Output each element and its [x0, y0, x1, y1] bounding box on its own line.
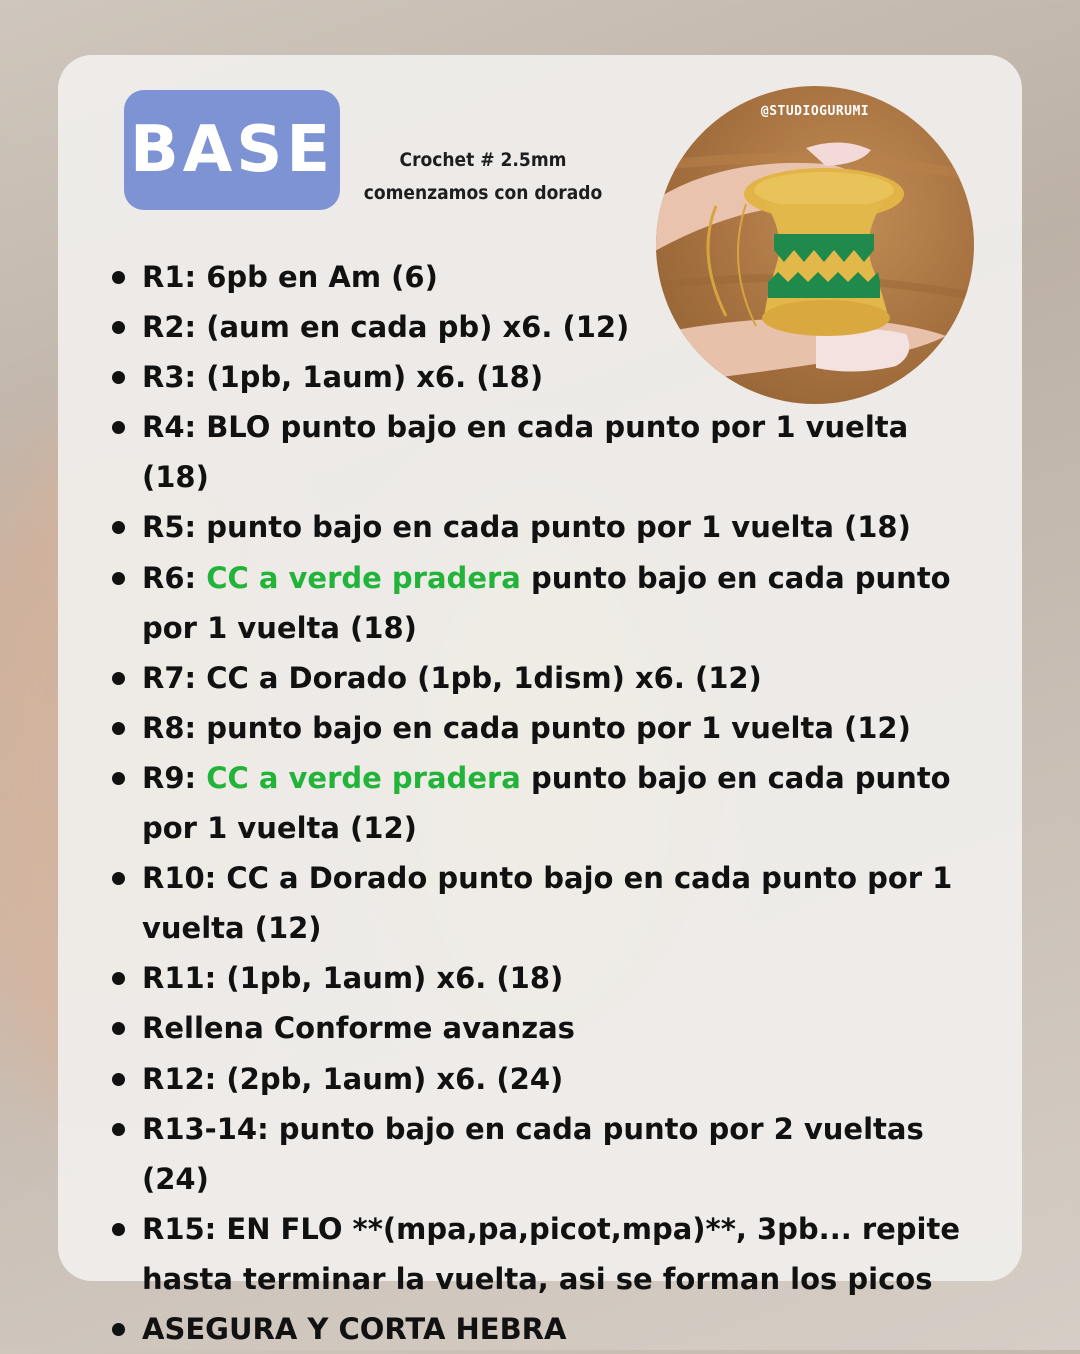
color-change-highlight: CC a verde pradera	[206, 760, 521, 795]
bullet-icon	[112, 1022, 125, 1035]
list-item: R5: punto bajo en cada punto por 1 vuelta (18)	[112, 502, 962, 552]
bullet-icon	[112, 421, 125, 434]
list-item: R1: 6pb en Am (6)	[112, 252, 962, 302]
bullet-icon	[112, 672, 125, 685]
bullet-icon	[112, 572, 125, 585]
list-item: R12: (2pb, 1aum) x6. (24)	[112, 1054, 962, 1104]
bullet-icon	[112, 1123, 125, 1136]
list-item: ASEGURA Y CORTA HEBRA	[112, 1304, 962, 1354]
list-item: R11: (1pb, 1aum) x6. (18)	[112, 953, 962, 1003]
hook-size: Crochet # 2.5mm	[399, 149, 567, 171]
list-item: R15: EN FLO **(mpa,pa,picot,mpa)**, 3pb... repite hasta terminar la vuelta, asi se forman los picos	[112, 1204, 962, 1304]
bullet-icon	[112, 321, 125, 334]
list-item: R4: BLO punto bajo en cada punto por 1 vuelta (18)	[112, 402, 962, 502]
bullet-icon	[112, 521, 125, 534]
list-item: R8: punto bajo en cada punto por 1 vuelta (12)	[112, 703, 962, 753]
bullet-icon	[112, 1223, 125, 1236]
hook-info	[350, 144, 616, 210]
list-item: R3: (1pb, 1aum) x6. (18)	[112, 352, 962, 402]
author-handle: @STUDIOGURUMI	[760, 104, 870, 119]
section-title: BASE	[129, 113, 335, 187]
color-change-highlight: CC a verde pradera	[206, 560, 521, 595]
list-item: R2: (aum en cada pb) x6. (12)	[112, 302, 962, 352]
start-color-note: comenzamos con dorado	[363, 182, 603, 204]
bullet-icon	[112, 722, 125, 735]
bullet-icon	[112, 371, 125, 384]
bullet-icon	[112, 972, 125, 985]
bullet-icon	[112, 271, 125, 284]
list-item: R13-14: punto bajo en cada punto por 2 vueltas (24)	[112, 1104, 962, 1204]
list-item: R9: CC a verde pradera punto bajo en cada punto por 1 vuelta (12)	[112, 753, 962, 853]
list-item: R6: CC a verde pradera punto bajo en cada punto por 1 vuelta (18)	[112, 553, 962, 653]
bullet-icon	[112, 872, 125, 885]
list-item: R7: CC a Dorado (1pb, 1dism) x6. (12)	[112, 653, 962, 703]
bullet-icon	[112, 1323, 125, 1336]
list-item: Rellena Conforme avanzas	[112, 1003, 962, 1053]
list-item: R10: CC a Dorado punto bajo en cada punto por 1 vuelta (12)	[112, 853, 962, 953]
bullet-icon	[112, 772, 125, 785]
bullet-icon	[112, 1073, 125, 1086]
section-badge	[124, 90, 340, 210]
pattern-steps-list	[112, 252, 962, 1354]
